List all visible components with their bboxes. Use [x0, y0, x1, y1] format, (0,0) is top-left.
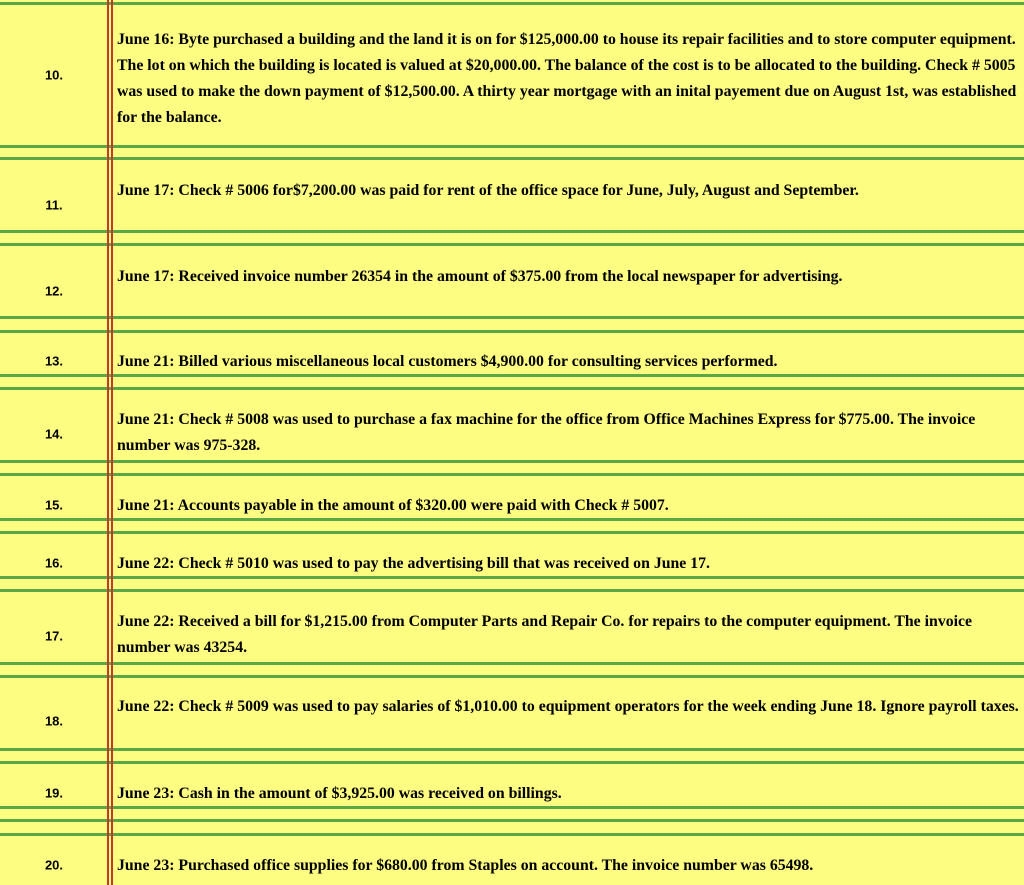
rule-line [0, 157, 1024, 160]
rule-line [0, 145, 1024, 148]
rule-line [0, 819, 1024, 822]
entry-text: June 16: Byte purchased a building and the land it is on for $125,000.00 to house its repair facilities and to store computer equipment. The lot on which the building is located is valued at $20,000.00. The balance of the cost is to be allocated to the building. Check # 5005 was used to make the down payment of $12,500.00. A thirty year mortgage with an inital payement due on August 1st, was established for the balance. [117, 31, 1017, 126]
margin-line [111, 0, 113, 885]
entry-text: June 21: Check # 5008 was used to purchase a fax machine for the office from Office Machines Express for $775.00. The invoice number was 975-328. [117, 411, 976, 454]
entry-text: June 21: Billed various miscellaneous local customers $4,900.00 for consulting services performed. [117, 353, 778, 370]
rule-line [0, 316, 1024, 319]
entry-number: 16. [44, 555, 64, 571]
entry-number: 15. [44, 497, 64, 513]
entry-text: June 17: Check # 5006 for$7,200.00 was paid for rent of the office space for June, July, August and September. [117, 182, 859, 199]
entry-number: 13. [44, 353, 64, 369]
rule-line [0, 460, 1024, 463]
rule-line [0, 473, 1024, 476]
rule-line [0, 675, 1024, 678]
entry-text: June 23: Purchased office supplies for $680.00 from Staples on account. The invoice number was 65498. [117, 857, 814, 874]
entry-number: 11. [45, 197, 63, 213]
rule-line [0, 833, 1024, 836]
entry-number: 10. [44, 67, 64, 83]
entry-number: 19. [44, 785, 64, 801]
rule-line [0, 387, 1024, 390]
entry-number: 20. [44, 857, 64, 873]
entry-text: June 22: Check # 5010 was used to pay the advertising bill that was received on June 17. [117, 555, 710, 572]
rule-line [0, 748, 1024, 751]
rule-line [0, 2, 1024, 5]
entry-number: 12. [44, 283, 64, 299]
rule-line [0, 761, 1024, 764]
entry-text: June 21: Accounts payable in the amount of $320.00 were paid with Check # 5007. [117, 497, 669, 514]
rule-line [0, 531, 1024, 534]
margin-line [107, 0, 109, 885]
rule-line [0, 662, 1024, 665]
entry-number: 14. [44, 426, 64, 442]
rule-line [0, 230, 1024, 233]
entry-text: June 22: Check # 5009 was used to pay salaries of $1,010.00 to equipment operators for the week ending June 18. Ignore payroll taxes. [117, 698, 1019, 715]
entry-number: 18. [44, 713, 64, 729]
entry-number: 17. [44, 628, 64, 644]
entry-text: June 23: Cash in the amount of $3,925.00 was received on billings. [117, 785, 562, 802]
entry-text: June 22: Received a bill for $1,215.00 from Computer Parts and Repair Co. for repairs to the computer equipment. The invoice number was 43254. [117, 613, 973, 656]
rule-line [0, 589, 1024, 592]
rule-line [0, 243, 1024, 246]
entry-text: June 17: Received invoice number 26354 in the amount of $375.00 from the local newspaper for advertising. [117, 268, 843, 285]
rule-line [0, 330, 1024, 333]
